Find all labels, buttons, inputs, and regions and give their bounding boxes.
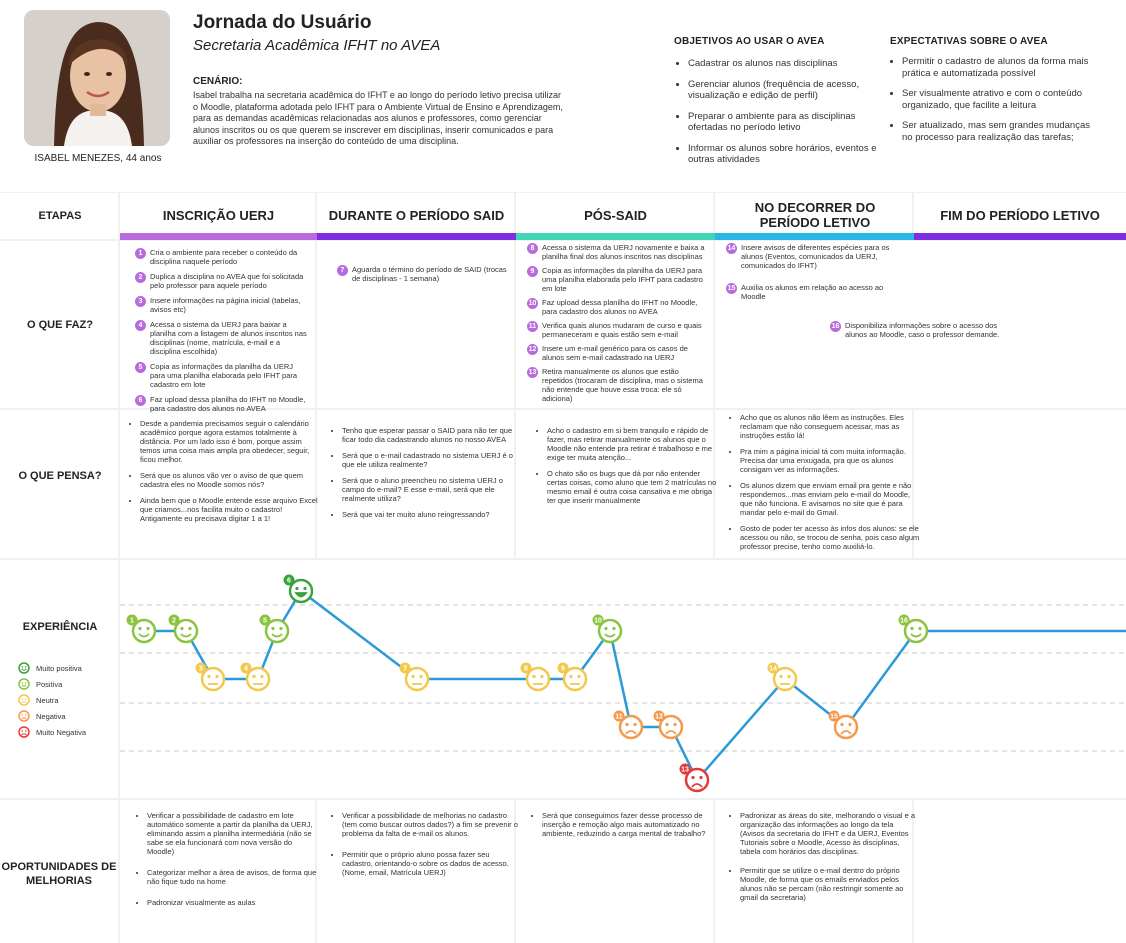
step-number: 8 xyxy=(527,243,538,254)
label-cell xyxy=(0,410,118,558)
step-badge-label: 11 xyxy=(615,713,623,721)
opportunities-column-4 xyxy=(728,811,918,909)
step-text: Copia as informações da planilha da UERJ para uma planilha elaborada pelo IFHT para cadastro em lote xyxy=(150,362,298,389)
step-badge-label: 16 xyxy=(900,617,908,625)
step-text: Verifica quais alunos mudaram de curso e quais permaneceram e quais estão sem e-mail xyxy=(542,321,702,339)
step-badge-label: 12 xyxy=(655,713,663,721)
negative-face-icon xyxy=(18,710,30,722)
does-column-2 xyxy=(337,265,507,283)
stage-title: PÓS-SAID xyxy=(584,208,647,223)
stage-title: INSCRIÇÃO UERJ xyxy=(162,208,275,223)
step-number: 12 xyxy=(528,346,537,353)
step-number: 16 xyxy=(831,323,840,330)
opportunities-column-3 xyxy=(530,811,718,845)
stage-title: DURANTE O PERÍODO SAID xyxy=(328,208,505,223)
list-item: • Ser atualizado, mas sem grandes mudanças no processo para realização das tarefas; xyxy=(902,120,1102,143)
step-text: Insere informações na página inicial (tabelas, avisos etc) xyxy=(150,296,301,314)
legend-label: Negativa xyxy=(36,711,66,721)
step-number: 14 xyxy=(727,245,736,252)
does-step xyxy=(135,320,307,356)
thinks-column-4 xyxy=(728,413,920,558)
does-step xyxy=(135,296,307,314)
step-number: 9 xyxy=(527,266,538,277)
thought-item: • Desde a pandemia precisamos seguir o calendário acadêmico porque agora estamos totalmente à distância. Por um lado isso é bom, porque assim temos uma coisa mais ampla pra obedecer, seguir, ficou melhor. xyxy=(140,419,320,464)
very-negative-face-icon xyxy=(18,726,30,738)
thought-item: • O chato são os bugs que dá por não entender certas coisas, como aluno que tem 2 matrículas no mesmo email é outra coisa cansativa e me obriga ter que inserir manualmente xyxy=(547,469,719,505)
thought-item: • Será que o aluno preencheu no sistema UERJ o campo do e-mail? E esse e-mail, será que ele realmente utiliza? xyxy=(342,476,518,503)
row-label-stages: ETAPAS xyxy=(38,210,82,222)
step-text: Insere avisos de diferentes espécies para os alunos (Eventos, comunicados da UERJ, comunicados do IFHT) xyxy=(741,243,890,270)
stage-bar xyxy=(914,233,1126,240)
does-step xyxy=(337,265,507,283)
list-item: • Gerenciar alunos (frequência de acesso, visualização e edição de perfil) xyxy=(688,79,888,102)
does-step xyxy=(527,266,705,293)
step-badge-label: 1 xyxy=(130,617,134,625)
step-text: Insere um e-mail genérico para os casos de alunos sem e-mail cadastrado na UERJ xyxy=(542,344,688,362)
stage-bar xyxy=(715,233,914,240)
does-step xyxy=(135,272,307,290)
stage-title: FIM DO PERÍODO LETIVO xyxy=(940,208,1100,223)
stage-bar xyxy=(120,233,317,240)
row-label-thinks: O QUE PENSA? xyxy=(18,470,102,482)
step-badge-label: 5 xyxy=(263,617,267,625)
persona-photo xyxy=(24,10,170,146)
experience-legend xyxy=(18,660,86,740)
does-step xyxy=(527,298,705,316)
stage-title: NO DECORRER DO PERÍODO LETIVO xyxy=(754,200,876,230)
opportunity-item: • Permitir que se utilize o e-mail dentro do próprio Moodle, de forma que os emails enviados pelos alunos não se percam (não restringir somente ao gmail da secretaria) xyxy=(740,866,918,902)
opportunities-column-2 xyxy=(330,811,518,884)
step-badge-label: 4 xyxy=(244,665,248,673)
does-column-3 xyxy=(527,243,705,403)
scenario-title: CENÁRIO: xyxy=(193,76,243,87)
experience-chart xyxy=(120,560,1126,798)
page-subtitle: Secretaria Acadêmica IFHT no AVEA xyxy=(193,37,441,54)
list-item: • Permitir o cadastro de alunos da forma mais prática e automatizada possível xyxy=(902,56,1102,79)
list-item: • Cadastrar os alunos nas disciplinas xyxy=(688,58,888,70)
list-item: • Ser visualmente atrativo e com o conteúdo organizado, que facilite a leitura xyxy=(902,88,1102,111)
does-step xyxy=(830,321,1010,339)
legend-label: Neutra xyxy=(36,695,59,705)
does-column-4 xyxy=(726,243,904,301)
step-badge-label: 15 xyxy=(830,713,838,721)
expectations-list xyxy=(889,56,1102,152)
step-number: 1 xyxy=(135,248,146,259)
opportunity-item: • Verificar a possibilidade de melhorias no cadastro (tem como buscar outros dados?) a fim se prevenir o problema da falta de e-mail os alunos. xyxy=(342,811,518,838)
thinks-column-3 xyxy=(535,426,719,512)
does-step xyxy=(527,367,705,403)
step-text: Acessa o sistema da UERJ para baixar a planilha com a listagem de alunos inscritos nas disciplinas (nome, matrícula, e-mail e a disciplina escolhida) xyxy=(150,320,307,356)
opportunity-item: • Padronizar visualmente as aulas xyxy=(147,898,319,907)
opportunity-item: • Permitir que o próprio aluno possa fazer seu cadastro, orientando-o sobre os dados de acesso. (Nome, email, Matrícula UERJ) xyxy=(342,850,518,877)
persona-avatar-illustration xyxy=(24,10,170,146)
thought-item: • Será que os alunos vão ver o aviso de que quem cadastra eles no Moodle somos nós? xyxy=(140,471,320,489)
thinks-cell xyxy=(914,410,1126,558)
step-number: 11 xyxy=(528,323,537,330)
step-number: 4 xyxy=(135,320,146,331)
does-column-1 xyxy=(135,248,307,413)
does-step xyxy=(726,283,904,301)
legend-item xyxy=(18,708,86,724)
list-item: • Preparar o ambiente para as disciplinas ofertadas no período letivo xyxy=(688,111,888,134)
step-text: Faz upload dessa planilha do IFHT no Moodle, para cadastro dos alunos no AVEA xyxy=(150,395,306,413)
opportunity-cell xyxy=(914,800,1126,943)
row-label-opportunities: OPORTUNIDADES DE MELHORIAS xyxy=(1,861,117,887)
experience-line xyxy=(144,591,1126,780)
step-number: 13 xyxy=(528,369,537,376)
thought-item: • Tenho que esperar passar o SAID para não ter que ficar todo dia cadastrando alunos no nosso AVEA xyxy=(342,426,518,444)
stage-bar xyxy=(317,233,516,240)
legend-item xyxy=(18,692,86,708)
legend-label: Positiva xyxy=(36,679,63,689)
stage-bar xyxy=(516,233,715,240)
step-text: Copia as informações da planilha da UERJ para uma planilha elaborada pelo IFHT para cadastro em lote xyxy=(542,266,703,293)
does-step xyxy=(135,248,307,266)
step-badge-label: 6 xyxy=(287,577,291,585)
step-text: Auxilia os alunos em relação ao acesso ao Moodle xyxy=(741,283,884,301)
legend-item xyxy=(18,724,86,740)
step-badge-label: 14 xyxy=(769,665,777,673)
thinks-column-2 xyxy=(330,426,518,526)
objectives-list xyxy=(675,58,888,175)
thought-item: • Gosto de poder ter acesso às infos dos alunos: se ele acessou ou não, se trocou de senha, pois caso algum professor precise, tenho como auxiliá-lo. xyxy=(740,524,920,551)
opportunity-item: • Categorizar melhor a área de avisos, de forma que não fique tudo na home xyxy=(147,868,319,886)
persona-header xyxy=(0,0,1126,190)
step-badge-label: 8 xyxy=(524,665,528,673)
step-badge-label: 7 xyxy=(403,665,407,673)
does-step xyxy=(527,344,705,362)
step-text: Retira manualmente os alunos que estão repetidos (trocaram de disciplina, mas o sistema não entende que houve essa troca: ele só adiciona) xyxy=(542,367,703,403)
very-positive-face-icon xyxy=(18,662,30,674)
step-text: Cria o ambiente para receber o conteúdo da disciplina naquele período xyxy=(150,248,298,266)
step-number: 2 xyxy=(135,272,146,283)
step-number: 3 xyxy=(135,296,146,307)
persona-name: ISABEL MENEZES, 44 anos xyxy=(34,153,162,164)
step-number: 6 xyxy=(135,395,146,406)
step-number: 5 xyxy=(135,362,146,373)
thought-item: • Ainda bem que o Moodle entende esse arquivo Excel que criamos...nos facilita muito o cadastro! Antigamente eu precisava digitar 1 a 1! xyxy=(140,496,320,523)
does-step xyxy=(135,395,307,413)
step-text: Aguarda o término do período de SAID (trocas de disciplinas - 1 semana) xyxy=(352,265,507,283)
row-label-experience: EXPERIÊNCIA xyxy=(22,621,98,633)
thought-item: • Acho o cadastro em si bem tranquilo e rápido de fazer, mas retirar manualmente os alunos que o Moodle não entende pra retirar é trabalhoso e me exige ter muita atenção... xyxy=(547,426,719,462)
step-number: 15 xyxy=(727,285,736,292)
expectations-title: EXPECTATIVAS SOBRE O AVEA xyxy=(890,36,1048,47)
opportunity-item: • Verificar a possibilidade de cadastro em lote automático somente a partir da planilha da UERJ, eliminando assim a planilha intermediária (não se sabe se ela funcionará com nova versão do Moodle) xyxy=(147,811,319,856)
does-step xyxy=(135,362,307,389)
step-number: 10 xyxy=(528,300,537,307)
legend-label: Muito positiva xyxy=(36,663,82,673)
does-step xyxy=(726,243,904,270)
step-badge-label: 13 xyxy=(681,766,689,774)
thought-item: • Será que o e-mail cadastrado no sistema UERJ é o que ele utiliza realmente? xyxy=(342,451,518,469)
does-column-5 xyxy=(830,321,1010,339)
opportunities-column-1 xyxy=(135,811,319,914)
step-badge-label: 10 xyxy=(594,617,602,625)
step-text: Faz upload dessa planilha do IFHT no Moodle, para cadastro dos alunos no AVEA xyxy=(542,298,698,316)
step-text: Disponibiliza informações sobre o acesso dos alunos ao Moodle, caso o professor demande. xyxy=(845,321,1000,339)
thought-item: • Acho que os alunos não lêem as instruções. Eles reclamam que não conseguem acessar, mas as instruções estão lá! xyxy=(740,413,920,440)
step-text: Acessa o sistema da UERJ novamente e baixa a planilha final dos alunos inscritos nas disciplinas xyxy=(542,243,705,261)
scenario-text: Isabel trabalha na secretaria acadêmica do IFHT e ao longo do período letivo precisa utilizar o Moodle, plataforma adotada pelo IFHT para o Ambiente Virtual de Ensino e Aprendizagem, para as demandas acadêmicas relacionadas aos alunos e professores, como gerenciar alunos inscritos ou os que querem se inscrever em disciplinas, inserir comunicados e para auxiliar os professores na inserção do conteúdo de uma disciplina. xyxy=(193,90,563,146)
thought-item: • Pra mim a página inicial tá com muita informação. Precisa dar uma enxugada, pra que os alunos consigam ver as informações. xyxy=(740,447,920,474)
row-label-does: O QUE FAZ? xyxy=(27,319,93,331)
thought-item: • Será que vai ter muito aluno reingressando? xyxy=(342,510,518,519)
step-badge-label: 3 xyxy=(199,665,203,673)
thought-item: • Os alunos dizem que enviam email pra gente e não respondemos...mas enviam pelo e-mail do Moodle, que não funciona. E avisamos no site que é para mandar pelo e-mail do Gmail. xyxy=(740,481,920,517)
legend-item xyxy=(18,660,86,676)
opportunity-item: • Padronizar as áreas do site, melhorando o visual e a organização das informações ao longo da tela (Avisos da secretaria do IFHT e da UERJ, Eventos Tutoriais sobre o Moodle, Acesso às disciplinas, tabela com horários das disciplinas. xyxy=(740,811,918,856)
step-badge-label: 2 xyxy=(172,617,176,625)
thinks-column-1 xyxy=(128,419,320,530)
neutral-face-icon xyxy=(18,694,30,706)
step-text: Duplica a disciplina no AVEA que foi solicitada pelo professor para aquele período xyxy=(150,272,304,290)
step-badge-label: 9 xyxy=(561,665,565,673)
list-item: • Informar os alunos sobre horários, eventos e outras atividades xyxy=(688,143,888,166)
step-number: 7 xyxy=(337,265,348,276)
legend-label: Muito Negativa xyxy=(36,727,87,737)
objectives-title: OBJETIVOS AO USAR O AVEA xyxy=(674,36,825,47)
page-title: Jornada do Usuário xyxy=(193,12,372,33)
legend-item xyxy=(18,676,86,692)
positive-face-icon xyxy=(18,678,30,690)
does-step xyxy=(527,321,705,339)
opportunity-item: • Será que conseguimos fazer desse processo de inserção e remoção algo mais automatizado no ambiente, reduzindo a carga mental de trabalho? xyxy=(542,811,718,838)
does-step xyxy=(527,243,705,261)
